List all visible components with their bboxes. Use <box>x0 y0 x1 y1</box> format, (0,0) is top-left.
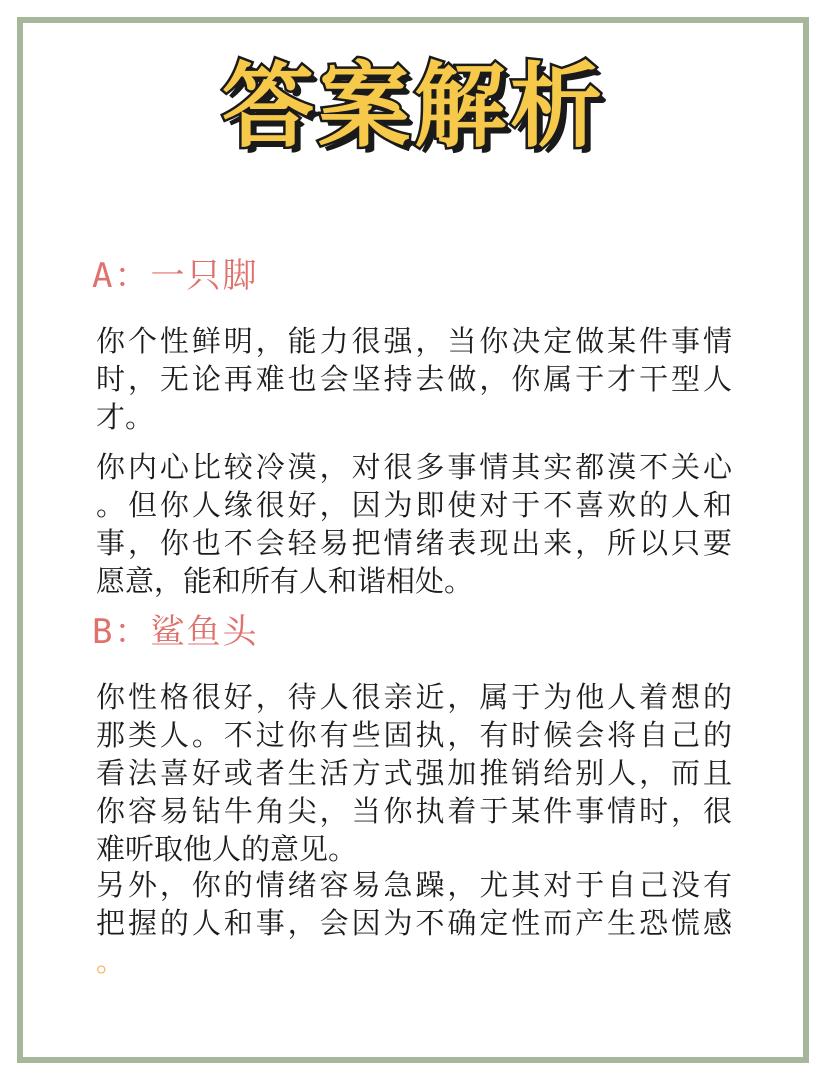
section-heading-a: A：一只脚 <box>92 256 259 296</box>
paragraph-line: 你容易钻牛角尖，当你执着于某件事情时，很 <box>96 794 732 828</box>
section-b-paragraph-2 <box>96 866 732 980</box>
paragraph-line: 看法喜好或者生活方式强加推销给别人，而且 <box>96 756 732 790</box>
section-a-paragraph-2 <box>96 448 732 600</box>
page-title: 答案解析 <box>221 53 606 160</box>
paragraph-line: 时，无论再难也会坚持去做，你属于才干型人 <box>96 362 732 396</box>
section-b-paragraph-1 <box>96 678 732 868</box>
paragraph-line: 才。 <box>96 400 155 434</box>
paragraph-line: 你性格很好，待人很亲近，属于为他人着想的 <box>96 680 732 714</box>
paragraph-line: 愿意，能和所有人和谐相处。 <box>96 564 474 598</box>
paragraph-line: 事，你也不会轻易把情绪表现出来，所以只要 <box>96 526 732 560</box>
paragraph-line: 你个性鲜明，能力很强，当你决定做某件事情 <box>96 324 732 358</box>
paragraph-line: 难听取他人的意见。 <box>96 832 358 866</box>
trailing-period: 。 <box>96 944 126 978</box>
paragraph-line: 那类人。不过你有些固执，有时候会将自己的 <box>96 718 732 752</box>
section-heading-b: B：鲨鱼头 <box>92 612 259 652</box>
paragraph-line: 另外，你的情绪容易急躁，尤其对于自己没有 <box>96 868 732 902</box>
section-a-paragraph-1 <box>96 322 732 436</box>
paragraph-line: 你内心比较冷漠，对很多事情其实都漠不关心 <box>96 450 732 484</box>
paragraph-line: 。但你人缘很好，因为即使对于不喜欢的人和 <box>96 488 732 522</box>
paragraph-line: 把握的人和事，会因为不确定性而产生恐慌感 <box>96 906 732 940</box>
